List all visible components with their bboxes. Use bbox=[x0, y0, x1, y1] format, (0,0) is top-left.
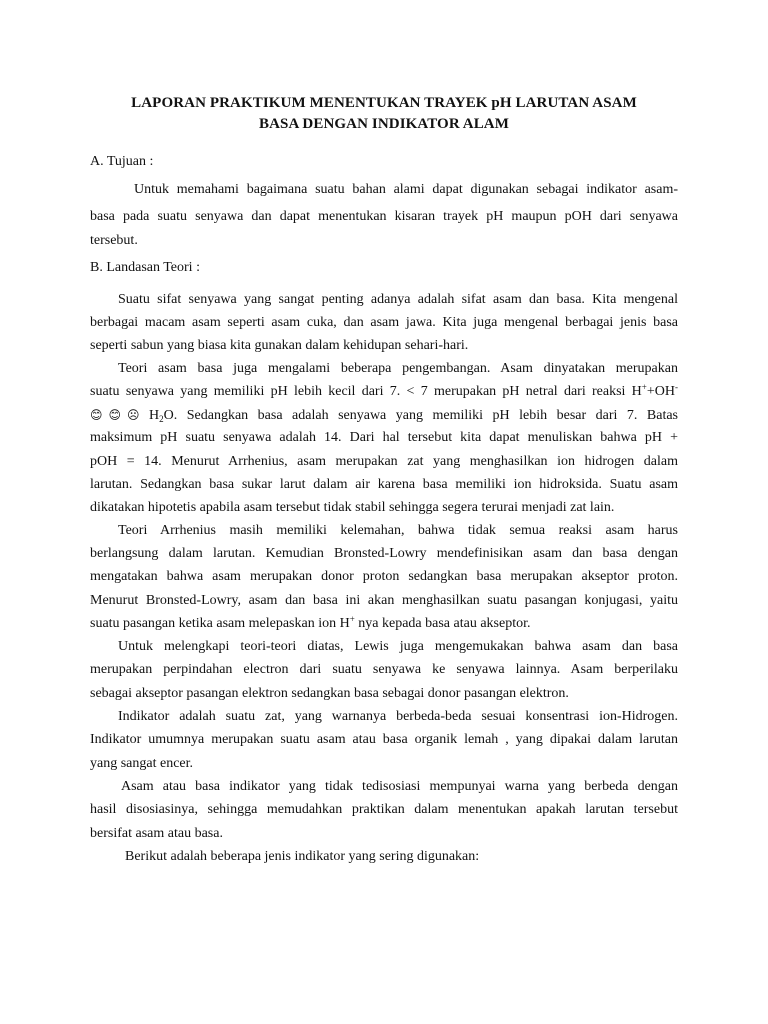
paragraph-line-reaction bbox=[90, 382, 678, 402]
paragraph-line: Untuk melengkapi teori-teori diatas, Lewis juga mengemukakan bahwa asam dan basa bbox=[118, 639, 678, 654]
paragraph-line: larutan. Sedangkan basa sukar larut dalam air karena basa memiliki ion hidroksida. Suatu asam bbox=[90, 477, 678, 492]
subscript-2: 2 bbox=[159, 414, 164, 424]
paragraph-line: bersifat asam atau basa. bbox=[90, 826, 223, 841]
reaction-text: suatu senyawa yang memiliki pH lebih kecil dari 7. < 7 merupakan pH netral dari reaksi H bbox=[90, 384, 642, 399]
paragraph-text: suatu pasangan ketika asam melepaskan ion H bbox=[90, 616, 350, 631]
paragraph-line: Menurut Bronsted-Lowry, asam dan basa ini akan menghasilkan suatu pasangan konjugasi, yaitu bbox=[90, 593, 678, 608]
paragraph-line: Teori Arrhenius masih memiliki kelemahan, bahwa tidak semua reaksi asam harus bbox=[118, 523, 678, 538]
section-heading-tujuan: A. Tujuan : bbox=[90, 154, 154, 169]
water-h: H bbox=[139, 408, 160, 423]
paragraph-line: sebagai akseptor pasangan elektron sedangkan basa sebagai donor pasangan elektron. bbox=[90, 686, 569, 701]
title-line-1: LAPORAN PRAKTIKUM MENENTUKAN TRAYEK pH LARUTAN ASAM bbox=[131, 95, 637, 111]
superscript-minus: - bbox=[675, 382, 678, 392]
document-title bbox=[60, 93, 708, 135]
paragraph-line: basa pada suatu senyawa dan dapat menentukan kisaran trayek pH maupun pOH dari senyawa bbox=[90, 209, 678, 224]
paragraph-line: Teori asam basa juga mengalami beberapa pengembangan. Asam dinyatakan merupakan bbox=[118, 361, 678, 376]
superscript-plus: + bbox=[349, 614, 355, 624]
paragraph-line: Asam atau basa indikator yang tidak tedisosiasi mempunyai warna yang berbeda dengan bbox=[121, 779, 678, 794]
paragraph-line: Untuk memahami bagaimana suatu bahan alami dapat digunakan sebagai indikator asam- bbox=[134, 182, 678, 197]
reaction-arrow-symbols: 😊😊☹ bbox=[90, 408, 140, 422]
paragraph-line: merupakan perpindahan electron dari suatu senyawa ke senyawa lainnya. Asam berperilaku bbox=[90, 662, 678, 677]
paragraph-line: hasil disosiasinya, sehingga memudahkan praktikan dalam menentukan apakah larutan tersebut bbox=[90, 802, 678, 817]
paragraph-line: yang sangat encer. bbox=[90, 756, 194, 771]
paragraph-line: dikatakan hipotetis apabila asam tersebut tidak stabil sehingga segera terurai menjadi zat lain. bbox=[90, 500, 615, 515]
section-heading-landasan-teori: B. Landasan Teori : bbox=[90, 260, 200, 275]
paragraph-line: berbagai macam asam seperti asam cuka, dan asam jawa. Kita juga mengenal berbagai jenis basa bbox=[90, 315, 678, 330]
paragraph-line: Indikator adalah suatu zat, yang warnanya berbeda-beda sesuai konsentrasi ion-Hidrogen. bbox=[118, 709, 678, 724]
paragraph-line: Berikut adalah beberapa jenis indikator yang sering digunakan: bbox=[125, 849, 480, 864]
superscript-plus: + bbox=[641, 382, 647, 392]
title-line-2: BASA DENGAN INDIKATOR ALAM bbox=[259, 116, 509, 132]
paragraph-line: maksimum pH suatu senyawa adalah 14. Dari hal tersebut kita dapat menuliskan bahwa pH + bbox=[90, 430, 678, 445]
paragraph-line: mengatakan bahwa asam merupakan donor proton sedangkan basa merupakan akseptor proton. bbox=[90, 569, 678, 584]
paragraph-line: Suatu sifat senyawa yang sangat penting adanya adalah sifat asam dan basa. Kita mengenal bbox=[118, 292, 678, 307]
paragraph-line: Indikator umumnya merupakan suatu asam atau basa organik lemah , yang dipakai dalam larutan bbox=[90, 732, 678, 747]
paragraph-line-ion bbox=[90, 614, 678, 634]
paragraph-text: nya kepada basa atau akseptor. bbox=[354, 616, 531, 631]
paragraph-line: berlangsung dalam larutan. Kemudian Bronsted-Lowry mendefinisikan asam dan basa dengan bbox=[90, 546, 678, 561]
paragraph-line-reaction-product bbox=[90, 405, 678, 426]
paragraph-line: pOH = 14. Menurut Arrhenius, asam merupakan zat yang menghasilkan ion hidrogen dalam bbox=[90, 454, 678, 469]
paragraph-line: seperti sabun yang biasa kita gunakan dalam kehidupan sehari-hari. bbox=[90, 338, 469, 353]
paragraph-text: O. Sedangkan basa adalah senyawa yang memiliki pH lebih besar dari 7. Batas bbox=[163, 408, 678, 423]
paragraph-line: tersebut. bbox=[90, 233, 138, 248]
reaction-oh: +OH bbox=[646, 384, 675, 399]
